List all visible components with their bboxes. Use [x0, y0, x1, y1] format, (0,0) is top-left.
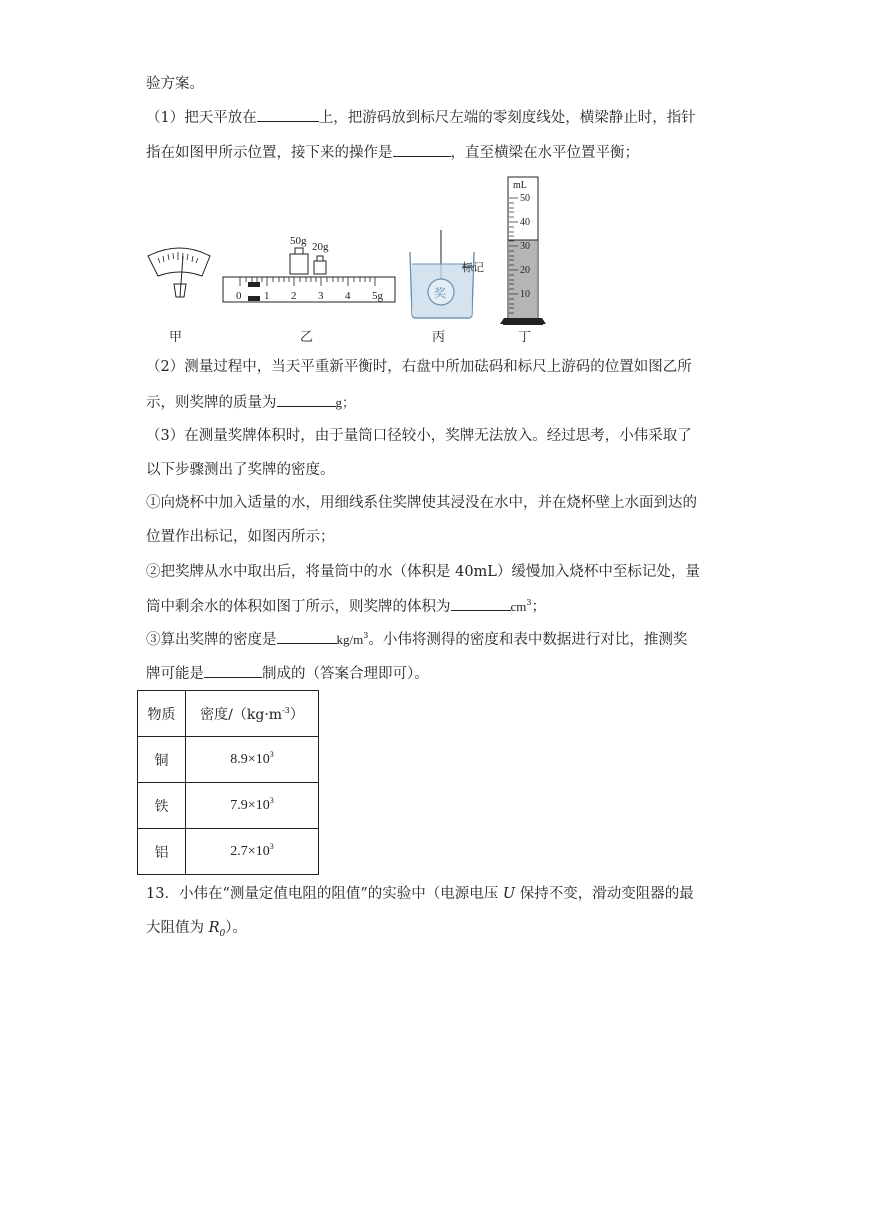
cylinder-tick-label: 30	[520, 241, 530, 252]
beaker-icon	[410, 230, 484, 318]
table-row	[138, 783, 319, 829]
density-value: $7.9\times 10^3$	[186, 783, 319, 829]
unit-text: kg/m	[336, 632, 364, 647]
text: 以下步骤测出了奖牌的密度。	[146, 462, 335, 478]
question-2-line	[146, 357, 692, 377]
text: 13．小伟在“测量定值电阻的阻值”的实验中（电源电压	[146, 886, 503, 902]
answer-blank[interactable]	[451, 596, 511, 611]
table-header-row	[138, 691, 319, 737]
text-line	[146, 74, 204, 94]
step-3-line	[146, 629, 687, 650]
text: ②把奖牌从水中取出后，将量筒中的水（体积是 40mL）缓慢加入烧杯中至标记处，量	[146, 564, 700, 580]
step-2-line-2	[146, 596, 546, 617]
text: 保持不变，滑动变阻器的最	[515, 886, 694, 902]
text: 指在如图甲所示位置，接下来的操作是	[146, 145, 393, 161]
table-row	[138, 737, 319, 783]
step-3-line-2	[146, 663, 429, 684]
header-substance: 物质	[138, 691, 186, 737]
symbol-u: U	[502, 886, 516, 902]
cylinder-tick-label: 20	[520, 265, 530, 276]
text: ①向烧杯中加入适量的水，用细线系住奖牌使其浸没在水中，并在烧杯壁上水面到达的	[146, 495, 697, 511]
question-1-line	[146, 107, 696, 128]
ruler-tick-label: 5g	[372, 290, 383, 302]
substance-name: 铝	[138, 829, 186, 875]
text: （2）测量过程中，当天平重新平衡时，右盘中所加砝码和标尺上游码的位置如图乙所	[146, 359, 692, 375]
cylinder-tick-label: 40	[520, 217, 530, 228]
superscript: 3	[526, 598, 532, 607]
answer-blank[interactable]	[393, 142, 451, 157]
table-row	[138, 829, 319, 875]
question-2-line-2	[146, 392, 355, 413]
text: 验方案。	[146, 76, 204, 92]
superscript: 3	[363, 631, 369, 640]
figure-label-bing: 丙	[432, 330, 446, 345]
balance-pointer-icon	[148, 248, 210, 297]
cylinder-tick-label: 10	[520, 289, 530, 300]
answer-blank[interactable]	[257, 107, 319, 122]
density-value: $8.9\times 10^3$	[186, 737, 319, 783]
text: ；	[531, 599, 546, 615]
text: 牌可能是	[146, 666, 204, 682]
answer-blank[interactable]	[204, 663, 262, 678]
weight-label: 20g	[312, 241, 329, 253]
question-3-line-2	[146, 460, 335, 480]
text: 示，则奖牌的质量为	[146, 395, 277, 411]
substance-name: 铁	[138, 783, 186, 829]
question-3-line	[146, 426, 692, 446]
figure-label-ding: 丁	[518, 330, 532, 345]
answer-blank[interactable]	[277, 629, 337, 644]
text: 制成的（答案合理即可）。	[262, 666, 429, 682]
text: ）。	[225, 920, 248, 936]
question-13-line	[146, 884, 694, 904]
text: g；	[335, 395, 356, 410]
cylinder-tick-label: 50	[520, 193, 530, 204]
ruler-tick-label: 0	[236, 290, 242, 302]
question-1-line-2	[146, 142, 639, 163]
text: 筒中剩余水的体积如图丁所示，则奖牌的体积为	[146, 599, 451, 615]
ruler-tick-label: 2	[291, 290, 297, 302]
ruler-tick-label: 3	[318, 290, 324, 302]
ruler-tick-label: 1	[264, 290, 270, 302]
density-value: $2.7\times 10^3$	[186, 829, 319, 875]
text: ，直至横梁在水平位置平衡；	[450, 145, 639, 161]
figure-label-yi: 乙	[300, 330, 314, 345]
question-13-line-2	[146, 918, 247, 944]
experiment-figure	[140, 172, 560, 348]
graduated-cylinder-icon	[500, 177, 546, 325]
density-table	[137, 690, 319, 875]
unit-text: cm	[510, 599, 527, 614]
text: 大阻值为	[146, 920, 209, 936]
text: （3）在测量奖牌体积时，由于量筒口径较小，奖牌无法放入。经过思考，小伟采取了	[146, 428, 692, 444]
substance-name: 铜	[138, 737, 186, 783]
ruler-icon	[223, 277, 395, 302]
step-1-line-2	[146, 527, 335, 547]
figure-label-jia: 甲	[169, 330, 183, 345]
header-density: 密度$/(kg\cdot m^{-3})$	[186, 691, 319, 737]
text: 。小伟将测得的密度和表中数据进行对比，推测奖	[368, 632, 688, 648]
weight-label: 50g	[290, 235, 307, 247]
mark-label: 标记	[462, 261, 484, 274]
medal-text: 奖	[434, 286, 447, 300]
text: 位置作出标记，如图丙所示；	[146, 529, 335, 545]
cylinder-unit: mL	[513, 180, 527, 191]
text: 上，把游码放到标尺左端的零刻度线处，横梁静止时，指针	[318, 110, 696, 126]
text: （1）把天平放在	[146, 110, 257, 126]
subscript: 0	[219, 928, 226, 939]
step-2-line	[146, 562, 700, 582]
ruler-tick-label: 4	[345, 290, 351, 302]
step-1-line	[146, 493, 697, 513]
weights-icon	[290, 235, 329, 274]
symbol-r: R	[208, 920, 220, 936]
text: ③算出奖牌的密度是	[146, 632, 277, 648]
answer-blank[interactable]	[277, 392, 336, 407]
